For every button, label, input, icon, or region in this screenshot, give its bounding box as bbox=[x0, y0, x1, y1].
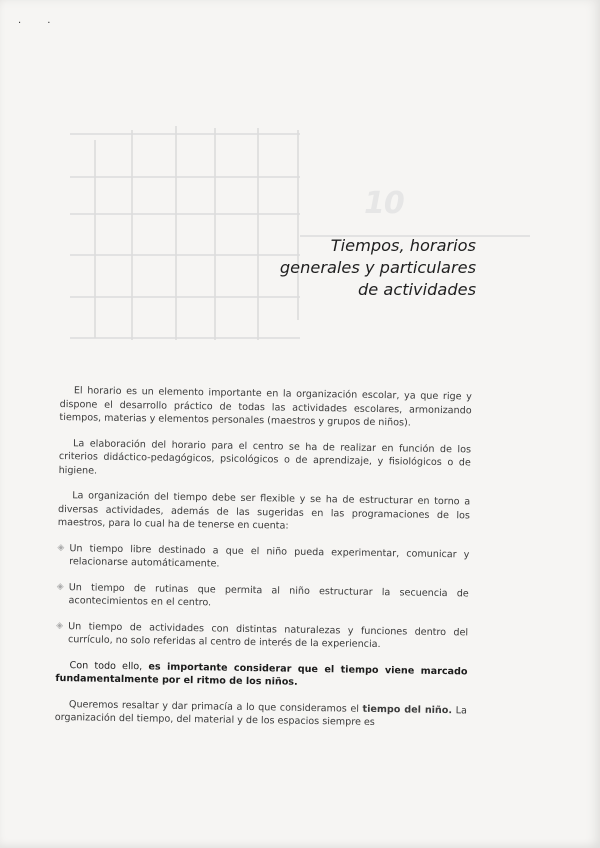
paragraph: La organización del tiempo debe ser flexible y se ha de estructurar en torno a diversas actividades, además de las sugeridas en las programaciones de los maestros, para lo cual ha de tenerse en cuenta: bbox=[57, 490, 471, 532]
emphasis-lead: Con todo ello, bbox=[69, 659, 143, 672]
closing-bold: tiempo del niño. bbox=[362, 703, 453, 716]
scan-specks: · · bbox=[18, 18, 51, 29]
diamond-bullet-icon: ◈ bbox=[57, 542, 65, 553]
paragraph: La elaboración del horario para el centro se ha de realizar en función de los criterios didáctico-pedagógicos, psicológicos o de aprendizaje, y fisiológicos o de higiene. bbox=[58, 437, 472, 477]
diamond-bullet-icon: ◈ bbox=[56, 620, 64, 631]
emphasis-bold: es importante considerar que el tiempo viene marcado fundamentalmente por el ritmo de los niños. bbox=[55, 660, 468, 688]
bullet-item bbox=[57, 541, 469, 574]
emphasis-paragraph bbox=[55, 658, 467, 691]
chapter-number: 10 bbox=[364, 186, 404, 221]
diamond-bullet-icon: ◈ bbox=[56, 581, 64, 592]
paragraph: El horario es un elemento importante en la organización escolar, ya que rige y dispone el desarrollo práctico de todas las actividades escolares, armonizando tiempos, materias y elementos personales (maestros y grupos de niños). bbox=[59, 385, 472, 429]
body-text bbox=[55, 384, 472, 731]
bullet-text: Un tiempo de actividades con distintas naturalezas y funciones dentro del currículo, no solo referidas al centro de interés de la experiencia. bbox=[67, 620, 469, 651]
bullet-text: Un tiempo libre destinado a que el niño pueda experimentar, comunicar y relacionarse automáticamente. bbox=[69, 542, 470, 570]
chapter-title-line: de actividades bbox=[358, 280, 476, 299]
closing-before: Queremos resaltar y dar primacía a lo que consideramos el bbox=[68, 698, 360, 715]
closing-after: La organización del tiempo, del material y de los espacios siempre es bbox=[54, 704, 467, 728]
chapter-title-line: generales y particulares bbox=[279, 258, 476, 277]
bullet-text: Un tiempo de rutinas que permita al niño estructurar la secuencia de acontecimientos en el centro. bbox=[68, 581, 469, 609]
chapter-title-line: Tiempos, horarios bbox=[330, 236, 476, 255]
decorative-grid bbox=[0, 0, 600, 360]
bullet-item bbox=[56, 619, 468, 652]
bullet-item bbox=[56, 580, 468, 613]
chapter-title bbox=[270, 235, 476, 301]
closing-paragraph bbox=[55, 697, 467, 730]
